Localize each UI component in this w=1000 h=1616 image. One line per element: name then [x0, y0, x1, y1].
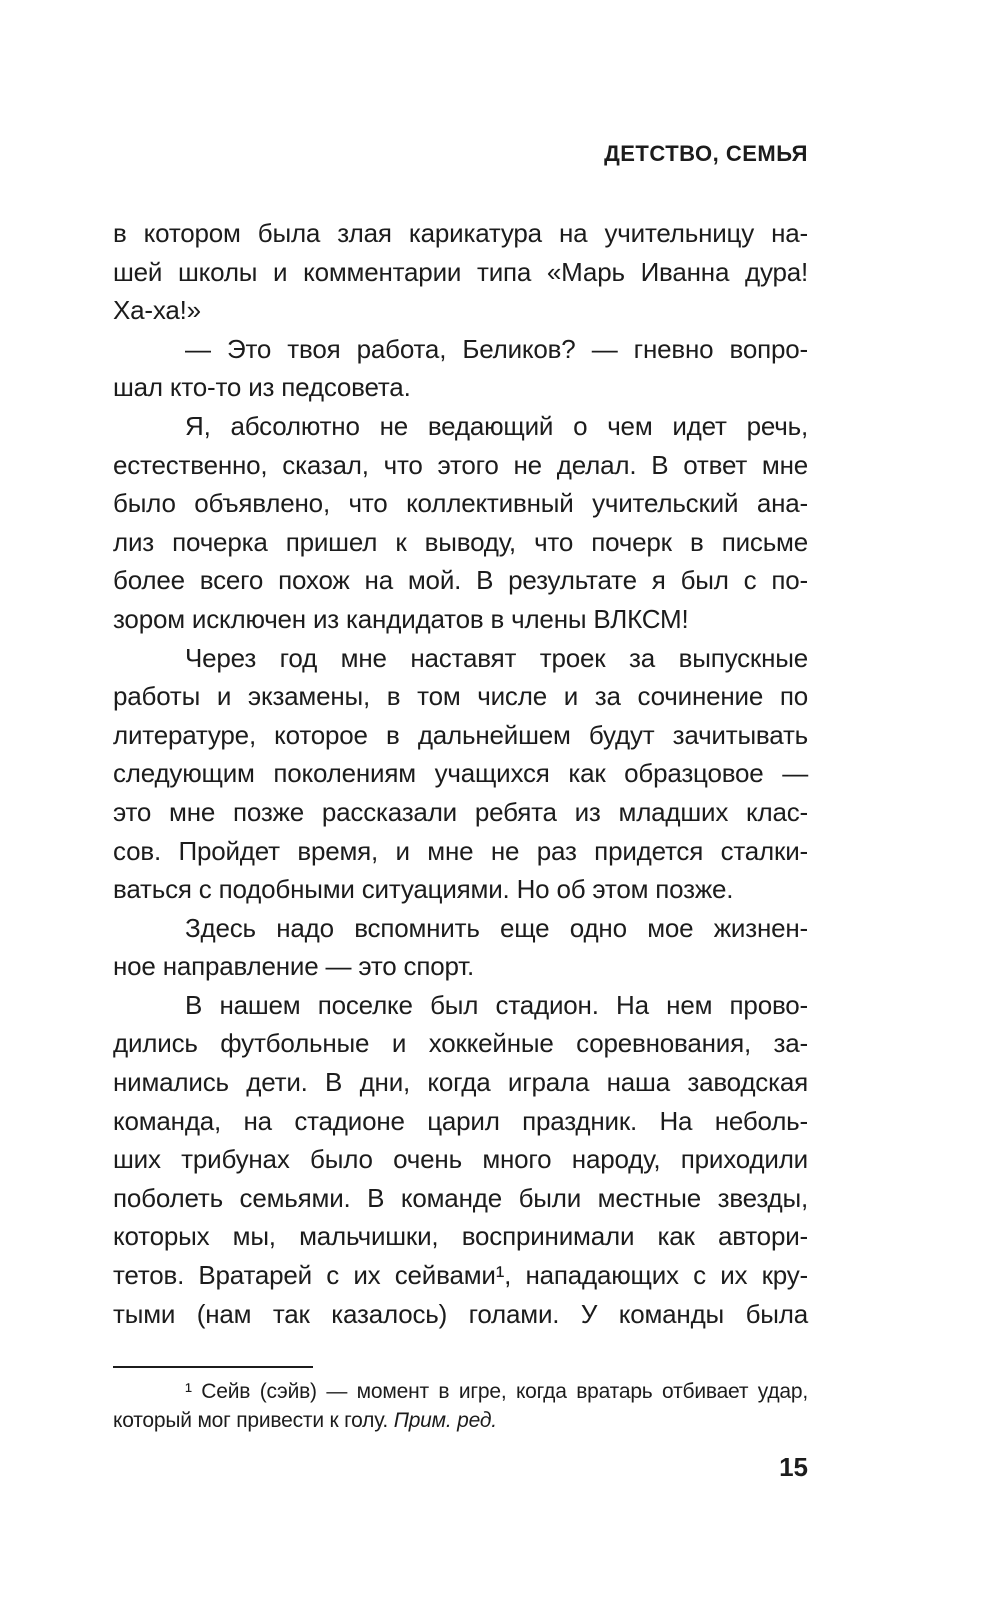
body-line: более всего похож на мой. В результате я был с по-	[113, 565, 808, 596]
body-line: нимались дети. В дни, когда играла наша заводская	[113, 1067, 808, 1098]
body-line: ное направление — это спорт.	[113, 951, 475, 982]
footnote	[113, 1377, 808, 1435]
body-line: это мне позже рассказали ребята из младших клас-	[113, 796, 808, 827]
running-header: ДЕТСТВО, СЕМЬЯ	[604, 141, 808, 166]
body-line: В нашем поселке был стадион. На нем прово-	[185, 989, 808, 1020]
body-line: шал кто-то из педсовета.	[113, 372, 411, 403]
body-line: тыми (нам так казалось) голами. У команды была	[113, 1298, 808, 1329]
footnote-text: который мог привести к голу.	[113, 1409, 394, 1432]
body-line: Через год мне наставят троек за выпускные	[185, 642, 808, 673]
body-text	[113, 214, 808, 1333]
body-line: Я, абсолютно не ведающий о чем идет речь,	[185, 410, 808, 441]
body-line: следующим поколениям учащихся как образцовое —	[113, 758, 808, 789]
body-line: работы и экзамены, в том числе и за сочинение по	[113, 681, 808, 712]
body-line: Ха-ха!»	[113, 295, 201, 326]
body-line: литературе, которое в дальнейшем будут зачитывать	[113, 719, 808, 750]
body-line: лиз почерка пришел к выводу, что почерк в письме	[113, 526, 808, 557]
body-line: зором исключен из кандидатов в члены ВЛКСМ!	[113, 603, 689, 634]
body-line: было объявлено, что коллективный учительский ана-	[113, 488, 808, 519]
body-line: естественно, сказал, что этого не делал. В ответ мне	[113, 449, 808, 480]
body-line: ших трибунах было очень много народу, приходили	[113, 1144, 808, 1175]
body-line: Здесь надо вспомнить еще одно мое жизнен-	[185, 912, 808, 943]
body-line: поболеть семьями. В команде были местные звезды,	[113, 1182, 808, 1213]
body-line: ваться с подобными ситуациями. Но об этом позже.	[113, 874, 734, 905]
footnote-separator	[113, 1366, 313, 1368]
footnote-line: ¹ Сейв (сэйв) — момент в игре, когда вратарь отбивает удар,	[185, 1380, 808, 1403]
page-number: 15	[779, 1452, 808, 1482]
body-line: которых мы, мальчишки, воспринимали как автори-	[113, 1221, 808, 1252]
footnote-editor-note: Прим. ред.	[393, 1409, 497, 1432]
body-line: команда, на стадионе царил праздник. На неболь-	[113, 1105, 808, 1136]
body-line: дились футбольные и хоккейные соревнования, за-	[113, 1028, 808, 1059]
body-line: шей школы и комментарии типа «Марь Иванна дура!	[113, 256, 808, 287]
body-line: в котором была злая карикатура на учительницу на-	[113, 218, 808, 248]
footnote-line	[113, 1406, 808, 1435]
body-line: тетов. Вратарей с их сейвами¹, нападающих с их кру-	[113, 1260, 808, 1291]
body-line: сов. Пройдет время, и мне не раз придется сталки-	[113, 835, 808, 866]
body-line: — Это твоя работа, Беликов? — гневно вопро-	[185, 333, 808, 364]
